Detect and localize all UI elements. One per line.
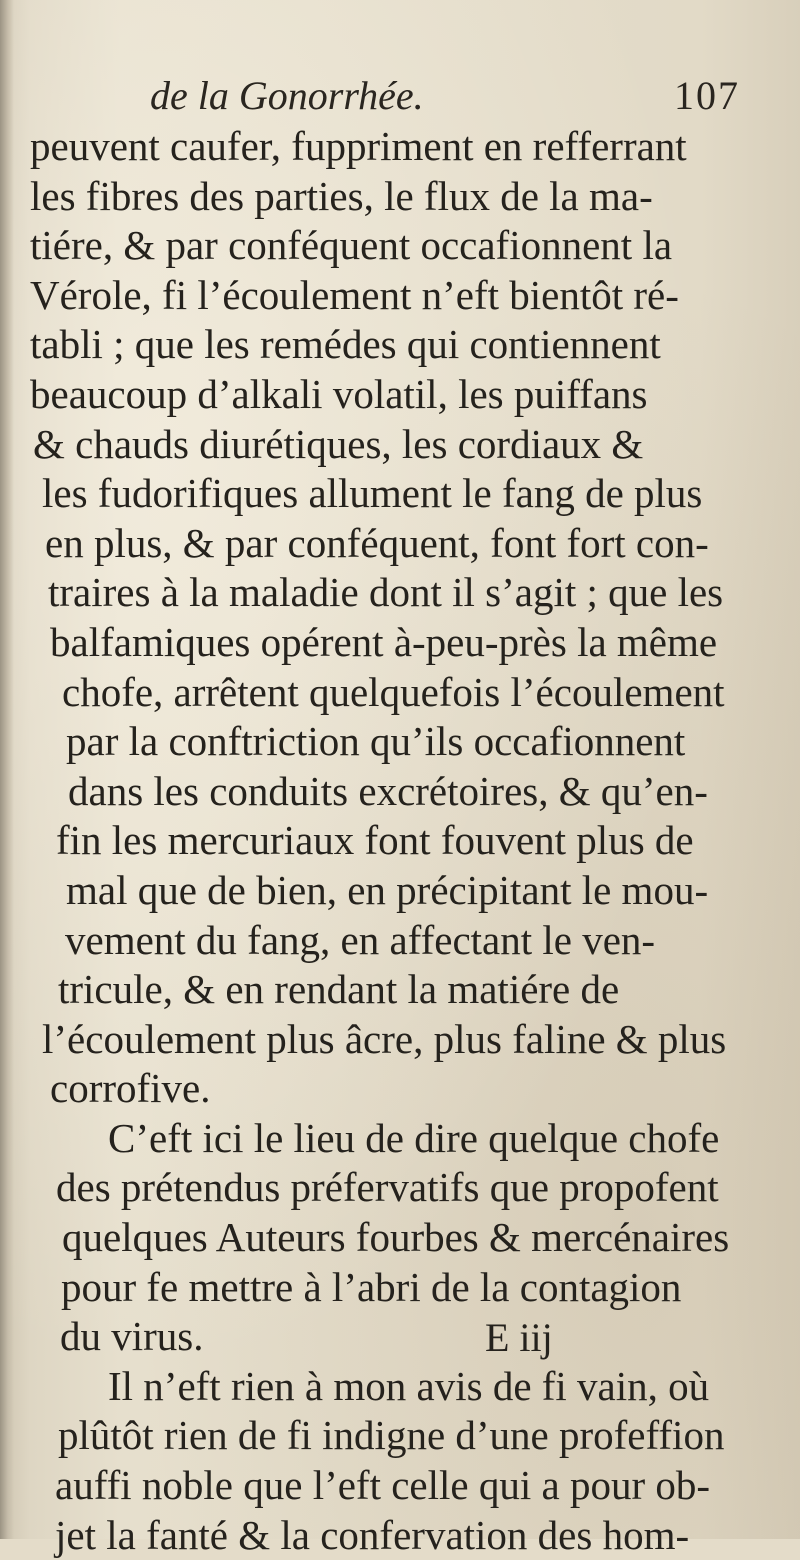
page-gutter-shadow xyxy=(0,0,14,1539)
text-line: corrofive. xyxy=(50,1065,211,1112)
text-line: Il n’eft rien à mon avis de fi vain, où xyxy=(108,1362,710,1409)
text-line: & chauds diurétiques, les cordiaux & xyxy=(33,420,644,467)
text-line: pour fe mettre à l’abri de la contagion xyxy=(61,1263,682,1310)
text-line: C’eft ici le lieu de dire quelque chofe xyxy=(108,1114,720,1161)
text-line: auffi noble que l’eft celle qui a pour ob- xyxy=(55,1462,710,1509)
text-line: chofe, arrêtent quelquefois l’écoulement xyxy=(62,668,725,715)
text-line: traires à la maladie dont il s’agit ; que les xyxy=(48,569,724,616)
text-line: quelques Auteurs fourbes & mercénaires xyxy=(62,1214,730,1261)
text-line: tricule, & en rendant la matiére de xyxy=(58,966,620,1013)
text-line: l’écoulement plus âcre, plus faline & plus xyxy=(42,1015,727,1062)
text-line: tabli ; que les remédes qui contiennent xyxy=(30,321,661,368)
text-line: jet la fanté & la confervation des hom- xyxy=(55,1511,690,1558)
text-line: du virus. xyxy=(60,1313,204,1360)
text-line: balfamiques opérent à-peu-près la même xyxy=(50,618,718,665)
text-line: mal que de bien, en précipitant le mou- xyxy=(66,866,709,913)
text-line: par la conftriction qu’ils occafionnent xyxy=(66,718,686,765)
page-number: 107 xyxy=(674,73,740,118)
text-line: vement du fang, en affectant le ven- xyxy=(65,916,656,963)
signature-mark: E iij xyxy=(485,1315,553,1360)
text-line: Vérole, fi l’écoulement n’eft bientôt ré- xyxy=(30,271,679,318)
text-line: des prétendus préfervatifs que propofent xyxy=(56,1164,719,1211)
text-line: fin les mercuriaux font fouvent plus de xyxy=(56,817,694,864)
body-text xyxy=(30,122,780,1560)
text-line: en plus, & par conféquent, font fort con- xyxy=(45,519,709,566)
text-line: beaucoup d’alkali volatil, les puiffans xyxy=(30,370,648,417)
text-line: plûtôt rien de fi indigne d’une profeffion xyxy=(58,1412,725,1459)
running-title: de la Gonorrhée. xyxy=(150,73,424,118)
text-line: les fibres des parties, le flux de la ma- xyxy=(30,172,653,219)
text-line: tiére, & par conféquent occafionnent la xyxy=(30,222,673,269)
text-line: peuvent caufer, fuppriment en refferrant xyxy=(30,123,687,169)
page-header xyxy=(150,72,740,124)
text-line: dans les conduits excrétoires, & qu’en- xyxy=(68,767,708,814)
text-line: les fudorifiques allument le fang de plus xyxy=(42,470,703,517)
